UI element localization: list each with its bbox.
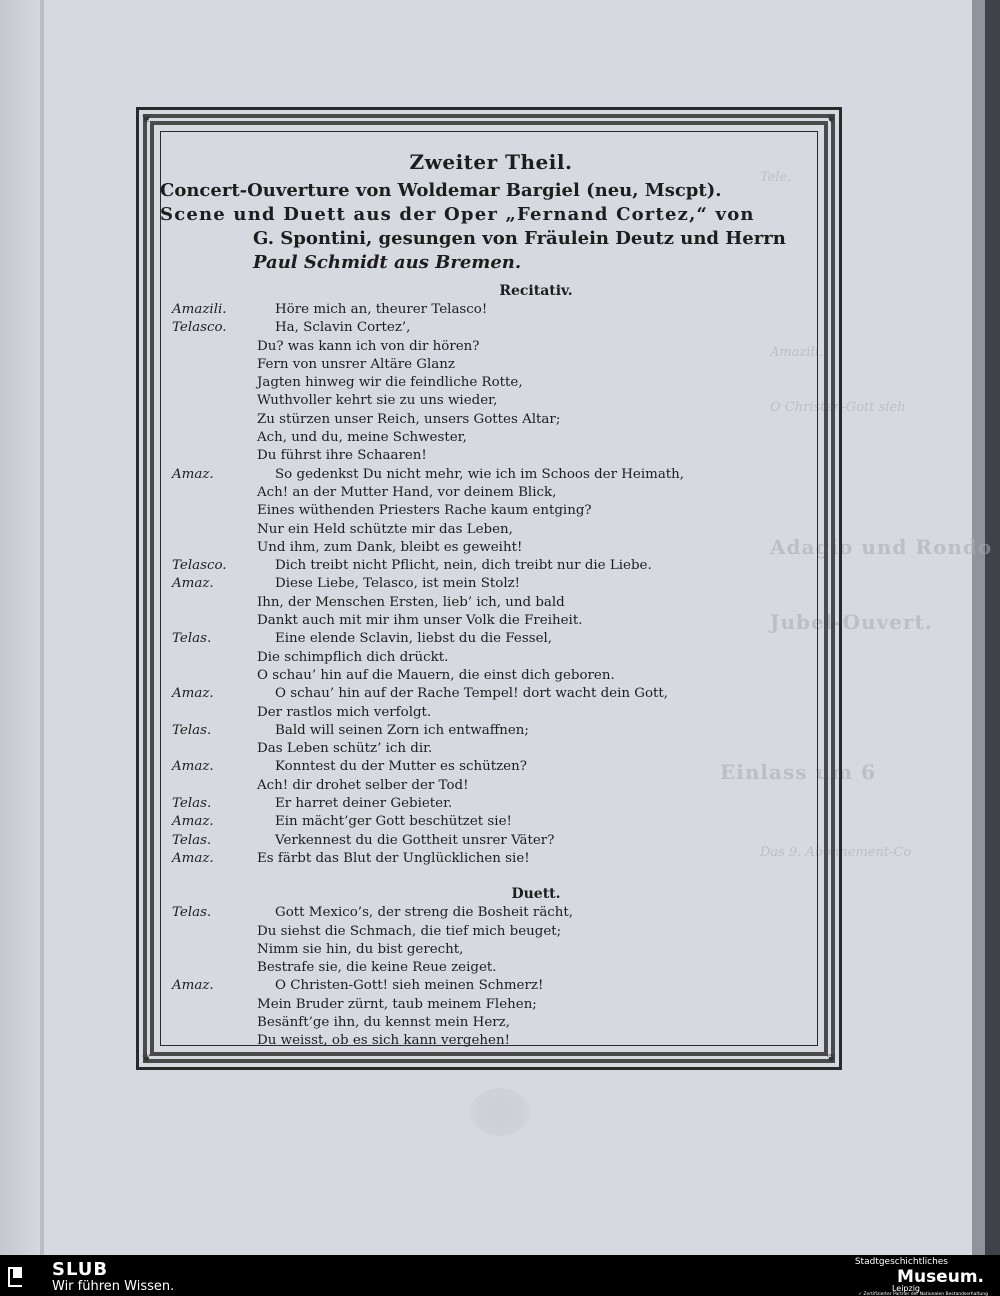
verse-text: O Christen-Gott! sieh meinen Schmerz! bbox=[275, 978, 544, 994]
verse-line bbox=[160, 777, 822, 795]
speaker-label: Telas. bbox=[172, 796, 212, 812]
verse-line bbox=[160, 704, 822, 722]
verse-line bbox=[160, 740, 822, 758]
verse-text: Du führst ihre Schaaren! bbox=[257, 448, 427, 464]
speaker-label bbox=[160, 521, 257, 539]
speaker-label: Amazili. bbox=[172, 302, 227, 317]
recitativ-lines bbox=[160, 301, 822, 868]
verse-text: Die schimpflich dich drückt. bbox=[257, 649, 449, 665]
verse-line bbox=[160, 301, 822, 319]
verse-text: Du weisst, ob es sich kann vergehen! bbox=[257, 1033, 510, 1049]
verse-text: Ha, Sclavin Cortez’, bbox=[275, 320, 411, 336]
speaker-label: Telas. bbox=[172, 631, 212, 647]
verse-text: Eines wüthenden Priesters Rache kaum entging? bbox=[257, 503, 592, 519]
speaker-label: Amaz. bbox=[172, 814, 214, 830]
verse-text: Du? was kann ich von dir hören? bbox=[257, 338, 480, 354]
verse-text: Mein Bruder zürnt, taub meinem Flehen; bbox=[257, 996, 537, 1012]
speaker-label bbox=[160, 996, 257, 1014]
verse-text: O schau’ hin auf die Mauern, die einst dich geboren. bbox=[257, 667, 615, 683]
speaker-label: Amaz. bbox=[172, 576, 214, 592]
recitativ-heading: Recitativ. bbox=[499, 283, 573, 299]
speaker-label bbox=[160, 338, 257, 356]
verse-line bbox=[160, 959, 822, 977]
verse-text: Dich treibt nicht Pflicht, nein, dich treibt nur die Liebe. bbox=[275, 558, 652, 574]
speaker-label bbox=[160, 612, 257, 630]
heading-line-4: Paul Schmidt aus Bremen. bbox=[253, 252, 522, 273]
verse-text: Nimm sie hin, du bist gerecht, bbox=[257, 941, 464, 957]
speaker-label bbox=[160, 941, 257, 959]
heading-line-1: Concert-Ouverture von Woldemar Bargiel (neu, Mscpt). bbox=[160, 180, 722, 201]
verse-text: Diese Liebe, Telasco, ist mein Stolz! bbox=[275, 576, 521, 592]
museum-cert: ✓ Zertifizierter Partner der Nationalen Bestandserhaltung bbox=[858, 1292, 988, 1296]
verse-line bbox=[160, 594, 822, 612]
verse-text: Besänft’ge ihn, du kennst mein Herz, bbox=[257, 1014, 510, 1030]
verse-text: O schau’ hin auf der Rache Tempel! dort wacht dein Gott, bbox=[275, 686, 669, 702]
verse-line bbox=[160, 941, 822, 959]
verse-line bbox=[160, 447, 822, 465]
heading-line-3: G. Spontini, gesungen von Fräulein Deutz und Herrn bbox=[253, 228, 786, 249]
museum-name: Museum. bbox=[897, 1267, 984, 1287]
scanner-edge bbox=[985, 0, 1000, 1255]
speaker-label bbox=[160, 502, 257, 520]
verse-text: Bald will seinen Zorn ich entwaffnen; bbox=[275, 722, 529, 738]
verse-text: Der rastlos mich verfolgt. bbox=[257, 704, 432, 720]
speaker-label bbox=[160, 1032, 257, 1050]
speaker-label bbox=[160, 356, 257, 374]
verse-text: Zu stürzen unser Reich, unsers Gottes Altar; bbox=[257, 411, 561, 427]
verse-text: So gedenkst Du nicht mehr, wie ich im Schoos der Heimath, bbox=[275, 466, 685, 482]
verse-line bbox=[160, 575, 822, 593]
verse-text: Verkennest du die Gottheit unsrer Väter? bbox=[275, 832, 555, 848]
speaker-label: Telas. bbox=[172, 905, 212, 921]
verse-line bbox=[160, 319, 822, 337]
verse-text: Höre mich an, theurer Telasco! bbox=[275, 302, 488, 317]
verse-text: Gott Mexico’s, der streng die Bosheit rächt, bbox=[275, 905, 574, 921]
museum-city: Leipzig bbox=[891, 1284, 920, 1293]
verse-line bbox=[160, 411, 822, 429]
verse-line bbox=[160, 630, 822, 648]
speaker-label bbox=[160, 777, 257, 795]
verse-text: Dankt auch mit mir ihm unser Volk die Freiheit. bbox=[257, 613, 583, 629]
verse-line bbox=[160, 612, 822, 630]
speaker-label bbox=[160, 704, 257, 722]
speaker-label: Amaz. bbox=[172, 759, 214, 775]
verse-line bbox=[160, 850, 822, 868]
section-title: Zweiter Theil. bbox=[409, 150, 573, 174]
speaker-label bbox=[160, 392, 257, 410]
verse-line bbox=[160, 338, 822, 356]
verse-text: Ein mächt’ger Gott beschützet sie! bbox=[275, 814, 512, 830]
speaker-label: Amaz. bbox=[172, 686, 214, 702]
verse-line bbox=[160, 374, 822, 392]
verse-line bbox=[160, 1032, 822, 1050]
slub-logo-icon bbox=[8, 1267, 22, 1287]
verse-text: Ach! an der Mutter Hand, vor deinem Blick, bbox=[257, 484, 557, 500]
verse-line bbox=[160, 502, 822, 520]
duett-heading: Duett. bbox=[511, 886, 561, 903]
speaker-label: Telasco. bbox=[172, 558, 227, 574]
verse-text: Ach, und du, meine Schwester, bbox=[257, 430, 467, 446]
speaker-label bbox=[160, 923, 257, 941]
speaker-label bbox=[160, 667, 257, 685]
verse-line bbox=[160, 667, 822, 685]
ornamental-border: ❦ ❦ ❦ ❦ bbox=[136, 107, 842, 1070]
speaker-label: Amaz. bbox=[172, 466, 214, 482]
speaker-label: Amaz. bbox=[172, 978, 214, 994]
verse-text: Ihn, der Menschen Ersten, lieb’ ich, und bald bbox=[257, 594, 565, 610]
library-tagline: Wir führen Wissen. bbox=[52, 1279, 175, 1294]
speaker-label bbox=[160, 411, 257, 429]
verse-text: Jagten hinweg wir die feindliche Rotte, bbox=[257, 375, 523, 391]
verse-line bbox=[160, 685, 822, 703]
speaker-label bbox=[160, 447, 257, 465]
speaker-label bbox=[160, 649, 257, 667]
verse-line bbox=[160, 649, 822, 667]
scan-page: Tele. Amazili. O Christen-Gott sieh Adagio und Rondo Jubel-Ouvert. Einlass um 6 Das 9. Abonnement-Co ❦ ❦ ❦ ❦ Zweiter Theil. Concert-Ouverture von Woldemar Bargiel (neu, Mscpt). Scene und Duett aus der Oper „Fernand Cortez,“ von G. Spontini, gesungen von Fräulein Deutz und Herrn Paul Schmidt aus Bremen. Recitativ. Amazili. Höre mich an, theurer Telasco! Telasco. Ha, Sclavin Cortez’, Du? was kann ich von dir hören? Fern von unsrer Altäre Glanz Jagten hinweg wir die feindliche Rotte, Wuthvoller kehrt sie zu uns wieder, Zu stürzen unser Reich, unsers Gottes Altar; Ach, und du, meine Schwester, Du führst ihre Schaaren! Amaz. So gedenkst Du nicht mehr, wie ich im Schoos der Heimath, Ach! an der Mutter Hand, vor deinem Blick, Eines wüthenden Priesters Rache kaum entging? Nur ein Held schützte mir das Leben, Und ihm, zum Dank, bleibt es geweiht! Telasco. Dich treibt nicht Pflicht, nein, dich treibt nur die Liebe. Amaz. Diese Liebe, Telasco, ist mein Stolz! Ihn, der Menschen Ersten, lieb’ ich, und bald Dankt auch mit mir ihm unser Volk die Freiheit. Telas. Eine elende Sclavin, liebst du die Fessel, Die schimpflich dich drückt. O schau’ hin auf die Mauern, die einst dich geboren. Amaz. O schau’ hin auf der Rache Tempel! dort wacht dein Gott, Der rastlos mich verfolgt. Telas. Bald will seinen Zorn ich entwaffnen; Das Leben schütz’ ich dir. Amaz. Konntest du der Mutter es schützen? Ach! dir drohet selber der Tod! Telas. Er harret deiner Gebieter. Amaz. Ein mächt’ger Gott beschützet sie! Telas. Verkennest du die Gottheit unsrer Väter? Amaz. Es färbt das Blut der Unglücklichen sie! Duett. Telas. Gott Mexico’s, der streng die Bosheit rächt, Du siehst die Schmach, die tief mich beuget; Nimm sie hin, du bist gerecht, Bestrafe sie, die keine Reue zeiget. Amaz. O Christen-Gott! sieh meinen Schmerz! Mein Bruder zürnt, taub meinem Flehen; Besänft’ge ihn, du kennst mein Herz, Du weisst, ob es sich kann vergehen! SLUB Wir führen Wissen. Stadtgeschichtliches Museum. Leipzig ✓ Zertifizierter Partner der Nationalen Bestandserhaltung bbox=[0, 0, 1000, 1296]
verse-line bbox=[160, 923, 822, 941]
verse-text: Konntest du der Mutter es schützen? bbox=[275, 759, 527, 775]
verse-line bbox=[160, 813, 822, 831]
verse-text: Es färbt das Blut der Unglücklichen sie! bbox=[257, 850, 530, 866]
speaker-label: Amaz. bbox=[172, 850, 214, 866]
program-text bbox=[160, 150, 822, 1051]
speaker-label: Telasco. bbox=[172, 320, 227, 336]
verse-line bbox=[160, 904, 822, 922]
speaker-label: Telas. bbox=[172, 722, 212, 738]
verse-text: Nur ein Held schützte mir das Leben, bbox=[257, 521, 513, 537]
embossed-stamp bbox=[470, 1088, 530, 1136]
verse-line bbox=[160, 539, 822, 557]
verse-line bbox=[160, 722, 822, 740]
verse-text: Eine elende Sclavin, liebst du die Fessel, bbox=[275, 631, 553, 647]
heading-line-2: Scene und Duett aus der Oper „Fernand Cortez,“ von bbox=[160, 204, 755, 225]
verse-text: Er harret deiner Gebieter. bbox=[275, 796, 453, 812]
verse-line bbox=[160, 392, 822, 410]
verse-line bbox=[160, 557, 822, 575]
verse-text: Ach! dir drohet selber der Tod! bbox=[257, 777, 469, 793]
verse-line bbox=[160, 484, 822, 502]
library-name: SLUB bbox=[52, 1259, 109, 1280]
speaker-label bbox=[160, 429, 257, 447]
duett-lines bbox=[160, 904, 822, 1050]
verse-line bbox=[160, 356, 822, 374]
museum-top: Stadtgeschichtliches bbox=[854, 1257, 948, 1267]
verse-text: Du siehst die Schmach, die tief mich beuget; bbox=[257, 923, 562, 939]
verse-line bbox=[160, 429, 822, 447]
speaker-label bbox=[160, 959, 257, 977]
verse-line bbox=[160, 521, 822, 539]
verse-line bbox=[160, 1014, 822, 1032]
verse-text: Fern von unsrer Altäre Glanz bbox=[257, 356, 455, 372]
verse-text: Bestrafe sie, die keine Reue zeiget. bbox=[257, 960, 497, 976]
footer-bar bbox=[0, 1255, 1000, 1296]
speaker-label bbox=[160, 740, 257, 758]
verse-text: Das Leben schütz’ ich dir. bbox=[257, 741, 433, 757]
verse-text: Wuthvoller kehrt sie zu uns wieder, bbox=[257, 393, 498, 409]
speaker-label bbox=[160, 594, 257, 612]
verse-line bbox=[160, 996, 822, 1014]
speaker-label bbox=[160, 1014, 257, 1032]
verse-line bbox=[160, 795, 822, 813]
verse-line bbox=[160, 466, 822, 484]
left-page-edge bbox=[0, 0, 40, 1255]
verse-line bbox=[160, 977, 822, 995]
verse-text: Und ihm, zum Dank, bleibt es geweiht! bbox=[257, 539, 523, 555]
speaker-label bbox=[160, 374, 257, 392]
verse-line bbox=[160, 832, 822, 850]
speaker-label: Telas. bbox=[172, 832, 212, 848]
speaker-label bbox=[160, 484, 257, 502]
speaker-label bbox=[160, 539, 257, 557]
verse-line bbox=[160, 758, 822, 776]
